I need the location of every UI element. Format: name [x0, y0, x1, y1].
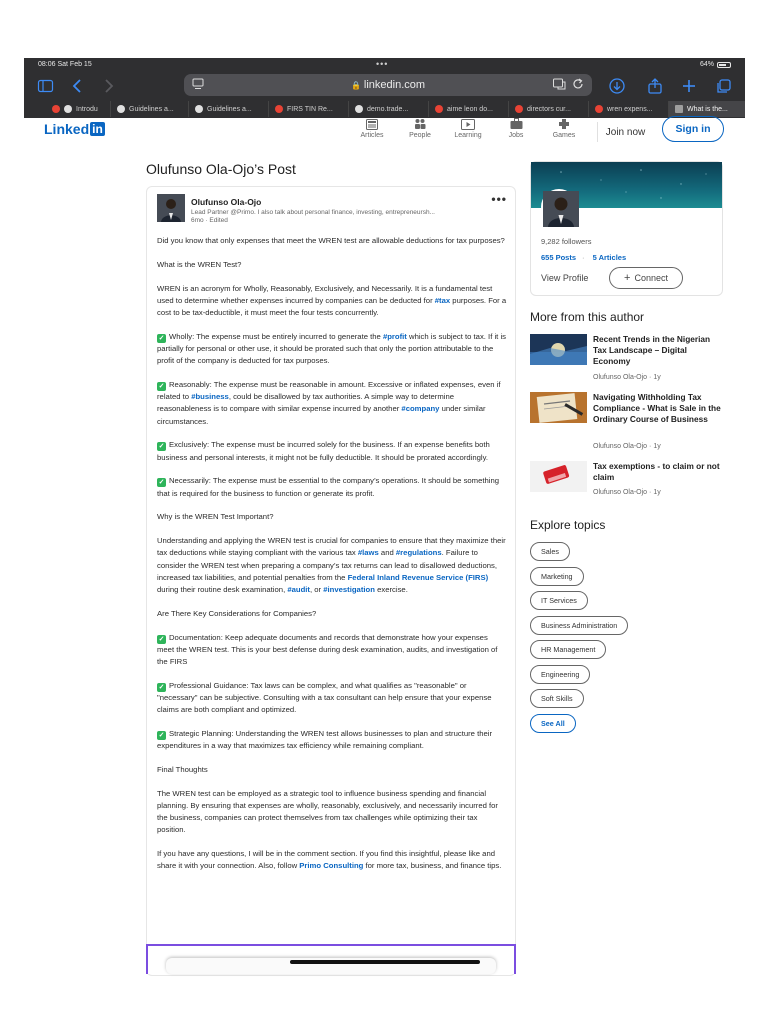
topic-pill[interactable]: Business Administration: [530, 616, 628, 635]
page-title: Olufunso Ola-Ojo’s Post: [146, 161, 296, 177]
people-icon: [400, 118, 440, 130]
hashtag-regulations[interactable]: #regulations: [395, 548, 442, 558]
battery-indicator: [700, 61, 731, 68]
view-profile-link[interactable]: View Profile: [541, 273, 589, 283]
check-mark-icon: ✓: [158, 334, 165, 342]
followers-count: 9,282 followers: [541, 237, 592, 246]
post-paragraph: [157, 680, 507, 717]
article-meta: Olufunso Ola-Ojo · 1y: [593, 489, 661, 496]
post-paragraph: Final Thoughts: [157, 765, 208, 775]
nav-label: Learning: [454, 132, 482, 139]
linkedin-logo[interactable]: [44, 121, 105, 137]
text-span: Wholly: The expense must be entirely incurred to generate the: [169, 331, 383, 341]
topic-pill[interactable]: Marketing: [530, 567, 584, 586]
related-article[interactable]: [530, 334, 725, 384]
tab-label: Guidelines a...: [129, 105, 174, 113]
nav-label: People: [409, 132, 431, 139]
check-mark-icon: ✓: [158, 732, 165, 740]
text-span: Reasonably: The expense must be reasonable in amount. Excessive or inflated expenses, even if related to: [157, 380, 501, 402]
author-headline: Lead Partner @Primo. I also talk about personal finance, investing, entrepreneursh...: [191, 209, 435, 216]
post-paragraph: Why is the WREN Test Important?: [157, 512, 274, 522]
article-meta: Olufunso Ola-Ojo · 1y: [593, 443, 661, 450]
article-author: Olufunso Ola-Ojo: [593, 489, 648, 496]
topic-pill[interactable]: Engineering: [530, 665, 590, 684]
post-paragraph: [157, 283, 507, 320]
text-span: during their routine desk examination,: [157, 585, 288, 595]
article-thumbnail: [530, 334, 587, 365]
nav-articles[interactable]: [352, 118, 392, 139]
post-paragraph: [157, 439, 507, 463]
hashtag-tax[interactable]: #tax: [434, 295, 451, 305]
browser-tab[interactable]: [188, 101, 268, 117]
text-span: Understanding and applying the WREN test is crucial for companies to ensure that they maximize their tax deductions while staying compliant with the various tax: [157, 536, 506, 558]
explore-topics-heading: Explore topics: [530, 518, 606, 532]
logo-text: Linked: [44, 121, 90, 137]
topic-pill[interactable]: Sales: [530, 542, 570, 561]
tab-bar: [24, 100, 745, 118]
nav-label: Jobs: [508, 132, 524, 139]
tab-label: directors cur...: [527, 105, 571, 113]
article-thumbnail: [530, 392, 587, 423]
post-paragraph: [157, 535, 507, 596]
tab-label: aime leon do...: [447, 105, 493, 113]
text-span: purposes. For a cost to be tax-deductible, it must meet the four tests concurrently.: [157, 295, 507, 317]
nav-learning[interactable]: [448, 118, 488, 139]
browser-tab-active[interactable]: [668, 101, 745, 117]
hashtag-business[interactable]: #business: [191, 392, 229, 402]
articles-icon: [352, 118, 392, 130]
browser-tab[interactable]: [508, 101, 588, 117]
article-author: Olufunso Ola-Ojo: [593, 374, 648, 381]
nav-people[interactable]: [400, 118, 440, 139]
profile-stats: [541, 253, 632, 262]
address-bar[interactable]: [184, 74, 592, 96]
related-article[interactable]: [530, 392, 725, 450]
nav-jobs[interactable]: [496, 118, 536, 139]
tab-favicon-icon: [675, 105, 683, 113]
text-span: . Failure to consider the WREN test when preparing a company’s tax returns can lead to disallowed deductions, increased tax liabilities, and potential penalties from the: [157, 548, 497, 582]
tab-favicon-icon: [64, 105, 72, 113]
tab-label: demo.trade...: [367, 105, 409, 113]
browser-window: [24, 58, 745, 970]
post-paragraph: [157, 475, 507, 499]
text-span: exercise.: [374, 585, 408, 595]
browser-toolbar: [24, 72, 745, 100]
article-thumbnail: [530, 461, 587, 492]
browser-tab[interactable]: [110, 101, 188, 117]
topic-pill[interactable]: Soft Skills: [530, 689, 584, 708]
status-time: 08:06 Sat Feb 15: [38, 61, 92, 68]
tab-favicon-icon: [117, 105, 125, 113]
article-title[interactable]: Recent Trends in the Nigerian Tax Landscape – Digital Economy: [593, 334, 711, 366]
post-paragraph: [157, 331, 507, 368]
learning-icon: [448, 118, 488, 130]
tab-favicon-icon: [52, 105, 60, 113]
author-avatar[interactable]: [157, 194, 185, 222]
tab-favicon-icon: [595, 105, 603, 113]
tab-label: What is the...: [687, 105, 728, 113]
text-span: Strategic Planning: Understanding the WREN test allows businesses to plan and structure their expenditures in a way that maximizes tax efficiency while remaining compliant.: [157, 729, 493, 751]
separator: ·: [582, 253, 585, 262]
browser-tab[interactable]: [588, 101, 668, 117]
tab-label: FIRS TIN Re...: [287, 105, 333, 113]
text-span: Documentation: Keep adequate documents and records that demonstrate how your expenses meet the WREN test. This is your best defense during desk examination, audits, and investigation of the FIRS: [157, 632, 498, 667]
hashtag-laws[interactable]: #laws: [357, 548, 379, 558]
nav-label: Articles: [360, 132, 384, 139]
author-name[interactable]: Olufunso Ola-Ojo: [191, 197, 262, 207]
tab-favicon-icon: [435, 105, 443, 113]
battery-percent: 64%: [699, 61, 714, 68]
post-meta: 6mo · Edited: [191, 217, 228, 224]
browser-tab[interactable]: [46, 101, 98, 117]
check-mark-icon: ✓: [158, 683, 165, 691]
home-indicator[interactable]: [290, 960, 480, 964]
status-bar: [24, 58, 745, 72]
tab-favicon-icon: [195, 105, 203, 113]
check-mark-icon: ✓: [158, 479, 165, 487]
post-paragraph: Are There Key Considerations for Companies?: [157, 608, 317, 618]
tab-favicon-icon: [355, 105, 363, 113]
connect-button[interactable]: [609, 267, 683, 289]
text-span: under similar circumstances.: [157, 404, 486, 426]
reload-icon[interactable]: [572, 78, 584, 93]
text-span: for more tax, business, and finance tips.: [363, 861, 502, 871]
sidebar-toggle-icon[interactable]: [36, 77, 54, 95]
more-from-author-heading: More from this author: [530, 310, 645, 324]
firs-link[interactable]: Federal Inland Revenue Service (FIRS): [347, 572, 489, 582]
article-age: 1y: [653, 443, 661, 450]
nav-label: Games: [552, 132, 576, 139]
primo-consulting-link[interactable]: Primo Consulting: [299, 861, 364, 871]
multitasking-dots-icon[interactable]: •••: [376, 59, 389, 69]
text-span: , could be disallowed by tax authorities. A simple way to determine reasonableness is to compare with similar expense incurred by another: [157, 392, 455, 414]
text-span: WREN is an acronym for Wholly, Reasonably, Exclusively, and Necessarily. It is a fundamental test used to determine whether expenses incurred by companies can be deducted for: [157, 283, 493, 305]
check-mark-icon: ✓: [158, 383, 165, 390]
new-tab-icon[interactable]: [680, 77, 698, 95]
topic-pill[interactable]: IT Services: [530, 591, 588, 610]
post-header: [157, 194, 505, 228]
article-age: 1y: [653, 374, 661, 381]
hashtag-company[interactable]: #company: [401, 404, 440, 414]
sign-in-button[interactable]: Sign in: [662, 116, 724, 142]
related-article[interactable]: [530, 461, 725, 511]
post-paragraph: The WREN test can be employed as a strategic tool to influence business spending and financial planning. By ensuring that expenses are wholly, reasonably, exclusively, and necessarily incurred for the business, companies can protect themselves from tax challenges while optimizing their tax position.: [157, 788, 498, 835]
back-icon[interactable]: [68, 77, 86, 95]
text-span: which is subject to tax. If it is partially for personal or other use, it should be prorated such that only the portion attributable to the profit of the company is deducted for tax purposes.: [157, 331, 506, 366]
post-paragraph: [157, 848, 507, 872]
plus-icon: +: [624, 272, 631, 284]
lock-icon: 🔒: [350, 81, 361, 90]
battery-icon: [717, 62, 731, 68]
browser-tab[interactable]: [268, 101, 348, 117]
logo-in-badge: in: [92, 122, 103, 136]
tab-favicon-icon: [275, 105, 283, 113]
browser-tab[interactable]: [428, 101, 508, 117]
share-icon[interactable]: [646, 77, 664, 95]
tabs-overview-icon[interactable]: [714, 77, 732, 95]
profile-avatar[interactable]: [541, 189, 577, 225]
post-paragraph: Did you know that only expenses that meet the WREN test are allowable deductions for tax purposes?: [157, 236, 505, 245]
post-card: [146, 186, 516, 976]
tab-label: Guidelines a...: [207, 105, 252, 113]
text-span: Exclusively: The expense must be incurred solely for the business. If an expense benefits both business and personal interests, it might not be fully deductible. It should be prorated accordingly.: [157, 440, 490, 462]
article-meta: Olufunso Ola-Ojo · 1y: [593, 374, 661, 381]
article-author: Olufunso Ola-Ojo: [593, 443, 648, 450]
nav-games[interactable]: [544, 118, 584, 139]
post-paragraph: [157, 632, 507, 669]
tab-label: wren expens...: [607, 105, 653, 113]
connect-label: Connect: [634, 273, 668, 283]
text-span: Professional Guidance: Tax laws can be complex, and what qualifies as "reasonable" or "necessary" can be subjective. Consulting with a tax consultant can help ensure that your expense claims are both compliant and optimized.: [157, 680, 492, 715]
check-mark-icon: ✓: [158, 443, 165, 451]
articles-link[interactable]: 5 Articles: [592, 253, 627, 262]
jobs-icon: [496, 118, 536, 130]
hashtag-audit[interactable]: #audit: [287, 585, 310, 595]
downloads-icon[interactable]: [608, 77, 626, 95]
post-paragraph: What is the WREN Test?: [157, 259, 242, 269]
text-span: Necessarily: The expense must be essential to the company’s operations. It should be something that is required for the business to function or generate its profit.: [157, 476, 500, 498]
embedded-content-frame[interactable]: [146, 944, 516, 974]
text-span: , or: [309, 585, 324, 595]
author-profile-card: [530, 161, 723, 296]
see-all-topics-button[interactable]: See All: [530, 714, 576, 733]
text-span: and: [378, 548, 396, 558]
topic-pill[interactable]: HR Management: [530, 640, 606, 659]
translate-icon[interactable]: [553, 78, 566, 93]
url-display: [184, 79, 592, 91]
tab-label: Introdu: [76, 105, 98, 113]
games-icon: [544, 118, 584, 130]
posts-link[interactable]: 655 Posts: [541, 253, 577, 262]
text-span: If you have any questions, I will be in the comment section. If you find this insightful, please like and share it with your connection. Also, follow: [157, 849, 496, 871]
forward-icon[interactable]: [100, 77, 118, 95]
article-title[interactable]: Navigating Withholding Tax Compliance - What is Sale in the Ordinary Course of Business: [593, 392, 721, 424]
post-paragraph: [157, 379, 507, 428]
hashtag-profit[interactable]: #profit: [382, 331, 407, 341]
more-options-icon[interactable]: •••: [491, 192, 507, 206]
post-paragraph: [157, 728, 507, 752]
url-text: linkedin.com: [363, 79, 426, 91]
browser-tab[interactable]: [348, 101, 428, 117]
join-now-button[interactable]: Join now: [597, 122, 653, 142]
post-body: [157, 235, 507, 884]
article-age: 1y: [653, 489, 661, 496]
hashtag-investigation[interactable]: #investigation: [323, 585, 375, 595]
linkedin-header: [24, 118, 745, 146]
article-title[interactable]: Tax exemptions - to claim or not claim: [593, 461, 720, 482]
tab-favicon-icon: [515, 105, 523, 113]
check-mark-icon: ✓: [158, 635, 165, 643]
